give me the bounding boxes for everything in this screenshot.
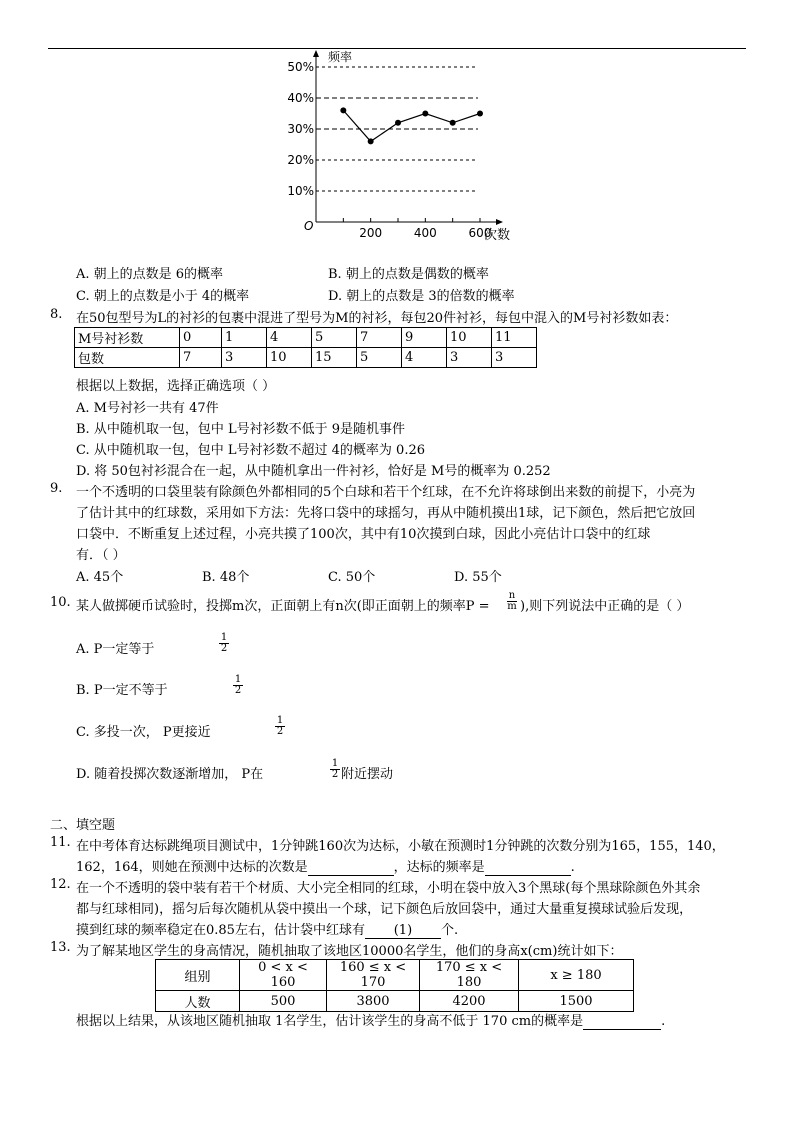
q10-option-d-end: 附近摆动 <box>341 767 394 782</box>
q9-line1: 一个不透明的口袋里装有除颜色外都相同的5个白球和若干个红球，在不允许将球倒出来数的前提下，小亮为 <box>76 485 696 500</box>
q8-table <box>74 327 537 368</box>
fraction-denominator: 2 <box>220 643 228 654</box>
q11-line2 <box>76 856 575 876</box>
q10-option-a: A. P一定等于 <box>76 642 155 657</box>
fraction-numerator: 1 <box>220 632 228 643</box>
y-axis-arrow <box>313 50 319 57</box>
q12-text-a: 摸到红球的频率稳定在0.85左右，估计袋中红球有 <box>76 923 365 938</box>
q9-line3: 口袋中．不断重复上述过程，小亮共摸了100次，其中有10次摸到白球，因此小亮估计口袋中的红球 <box>76 527 651 542</box>
q8-option-c: C. 从中随机取一包，包中 L号衬衫数不超过 4的概率为 0.26 <box>76 443 425 458</box>
answer-blank[interactable] <box>485 860 571 876</box>
table-cell: 人数 <box>156 991 240 1012</box>
q8-option-d: D. 将 50包衬衫混合在一起，从中随机拿出一件衬衫，恰好是 M号的概率为 0.252 <box>76 464 551 479</box>
data-point <box>368 138 374 144</box>
table-cell: 4 <box>402 348 447 368</box>
table-cell: 3 <box>222 348 267 368</box>
q9-line4: 有．（ ） <box>76 548 126 563</box>
q13-table <box>155 959 634 1012</box>
answer-blank[interactable] <box>583 1014 661 1030</box>
q9-option-d: D. 55个 <box>454 570 502 585</box>
data-point <box>422 111 428 117</box>
table-cell: 11 <box>492 328 537 348</box>
q10-option-c: C. 多投一次， P更接近 <box>76 725 211 740</box>
q12-line3 <box>76 919 458 939</box>
table-row <box>75 328 537 348</box>
half-fraction <box>233 675 243 696</box>
fraction-numerator: 1 <box>276 715 284 726</box>
q11-text-c: . <box>570 860 575 875</box>
table-cell: 7 <box>180 348 222 368</box>
q10-stem: 某人做掷硬币试验时，投掷m次，正面朝上有n次(即正面朝上的频率P = <box>76 599 490 614</box>
q11-text-b: ，达标的频率是 <box>393 860 485 875</box>
table-cell: 0 <box>180 328 222 348</box>
table-cell: 0 < x < 160 <box>240 960 327 991</box>
section-title: 二、填空题 <box>50 818 116 833</box>
half-fraction <box>330 759 340 780</box>
q8-option-b: B. 从中随机取一包，包中 L号衬衫数不低于 9是随机事件 <box>76 422 405 437</box>
table-cell: 15 <box>312 348 357 368</box>
q12-line2: 都与红球相同)，摇匀后每次随机从袋中摸出一个球，记下颜色后放回袋中，通过大量重复摸球试验后发现， <box>76 902 693 917</box>
table-cell: 3 <box>492 348 537 368</box>
q11-text-a: 162，164，则她在预测中达标的次数是 <box>76 860 308 875</box>
y-tick-label: 30% <box>287 122 314 136</box>
answer-blank[interactable]: (1) <box>365 923 441 939</box>
q8-prompt: 根据以上数据，选择正确选项（ ） <box>76 379 276 394</box>
table-cell: 5 <box>357 348 402 368</box>
q9-number: 9. <box>50 481 63 496</box>
q7-option-d: D. 朝上的点数是 3的倍数的概率 <box>328 289 515 304</box>
q12-text-b: 个. <box>440 923 459 938</box>
table-cell: 160 ≤ x < 170 <box>327 960 420 991</box>
q13-line <box>76 1010 665 1030</box>
q12-line1: 在一个不透明的袋中装有若干个材质、大小完全相同的红球，小明在袋中放入3个黑球(每个黑球除颜色外其余 <box>76 881 701 896</box>
table-cell: 5 <box>312 328 357 348</box>
fraction-denominator: m <box>507 601 517 612</box>
q9-option-a: A. 45个 <box>76 570 124 585</box>
table-cell: 包数 <box>75 348 180 368</box>
x-tick-label: 600 <box>468 226 492 240</box>
q10-option-b: B. P一定不等于 <box>76 683 168 698</box>
answer-blank[interactable] <box>308 860 394 876</box>
x-axis-arrow <box>496 219 503 225</box>
frequency-chart <box>287 40 526 252</box>
table-row <box>75 348 537 368</box>
table-cell: 3800 <box>327 991 420 1012</box>
table-cell: 组别 <box>156 960 240 991</box>
data-point <box>450 120 456 126</box>
q12-number: 12. <box>50 877 71 892</box>
table-cell: 1500 <box>519 991 634 1012</box>
table-cell: 10 <box>447 328 492 348</box>
origin-label: O <box>304 219 314 233</box>
q13-text-a: 根据以上结果，从该地区随机抽取 1名学生，估计该学生的身高不低于 170 cm的概率是 <box>76 1014 584 1029</box>
q9-line2: 了估计其中的红球数，采用如下方法：先将口袋中的球摇匀，再从中随机摸出1球，记下颜色，然后把它放回 <box>76 506 696 521</box>
y-tick-label: 20% <box>287 153 314 167</box>
fraction-denominator: 2 <box>234 685 242 696</box>
q13-text-end: . <box>661 1014 666 1029</box>
q13-number: 13. <box>50 940 71 955</box>
table-cell: 7 <box>357 328 402 348</box>
q7-option-c: C. 朝上的点数是小于 4的概率 <box>76 289 250 304</box>
y-tick-label: 40% <box>287 91 314 105</box>
table-cell: 170 ≤ x < 180 <box>420 960 519 991</box>
fraction-numerator: 1 <box>234 674 242 685</box>
table-cell: x ≥ 180 <box>519 960 634 991</box>
q10-number: 10. <box>50 595 71 610</box>
y-axis-label: 频率 <box>328 50 353 64</box>
table-row <box>156 960 634 991</box>
q11-number: 11. <box>50 835 71 850</box>
table-cell: 10 <box>267 348 312 368</box>
fraction-denominator: 2 <box>276 726 284 737</box>
table-cell: M号衬衫数 <box>75 328 180 348</box>
q7-option-b: B. 朝上的点数是偶数的概率 <box>328 267 489 282</box>
q8-number: 8. <box>50 307 63 322</box>
data-point <box>477 111 483 117</box>
x-tick-label: 200 <box>359 226 383 240</box>
series-line <box>343 110 480 141</box>
fraction-denominator: 2 <box>331 769 339 780</box>
x-tick-label: 400 <box>413 226 437 240</box>
q10-stem-end: ),则下列说法中正确的是（ ） <box>520 599 690 614</box>
table-cell: 500 <box>240 991 327 1012</box>
q9-option-b: B. 48个 <box>202 570 250 585</box>
table-cell: 1 <box>222 328 267 348</box>
table-cell: 4 <box>267 328 312 348</box>
data-point <box>395 120 401 126</box>
q10-fraction <box>507 591 517 612</box>
data-point <box>340 107 346 113</box>
table-cell: 9 <box>402 328 447 348</box>
y-tick-label: 10% <box>287 184 314 198</box>
half-fraction <box>275 716 285 737</box>
y-tick-label: 50% <box>287 60 314 74</box>
q13-stem: 为了解某地区学生的身高情况，随机抽取了该地区10000名学生，他们的身高x(cm)统计如下： <box>76 944 623 959</box>
fraction-numerator: n <box>508 590 516 601</box>
table-cell: 3 <box>447 348 492 368</box>
x-axis-label: 次数 <box>484 228 511 243</box>
q9-option-c: C. 50个 <box>328 570 376 585</box>
q8-option-a: A. M号衬衫一共有 47件 <box>76 401 219 416</box>
q10-option-d: D. 随着投掷次数逐渐增加， P在 <box>76 767 264 782</box>
q7-option-a: A. 朝上的点数是 6的概率 <box>76 267 224 282</box>
table-cell: 4200 <box>420 991 519 1012</box>
q11-line1: 在中考体育达标跳绳项目测试中，1分钟跳160次为达标，小敏在预测时1分钟跳的次数分别为165，155，140， <box>76 839 725 854</box>
q8-stem: 在50包型号为L的衬衫的包裹中混进了型号为M的衬衫，每包20件衬衫，每包中混入的M号衬衫数如表： <box>76 311 678 326</box>
half-fraction <box>219 633 229 654</box>
fraction-numerator: 1 <box>331 758 339 769</box>
table-row <box>156 991 634 1012</box>
